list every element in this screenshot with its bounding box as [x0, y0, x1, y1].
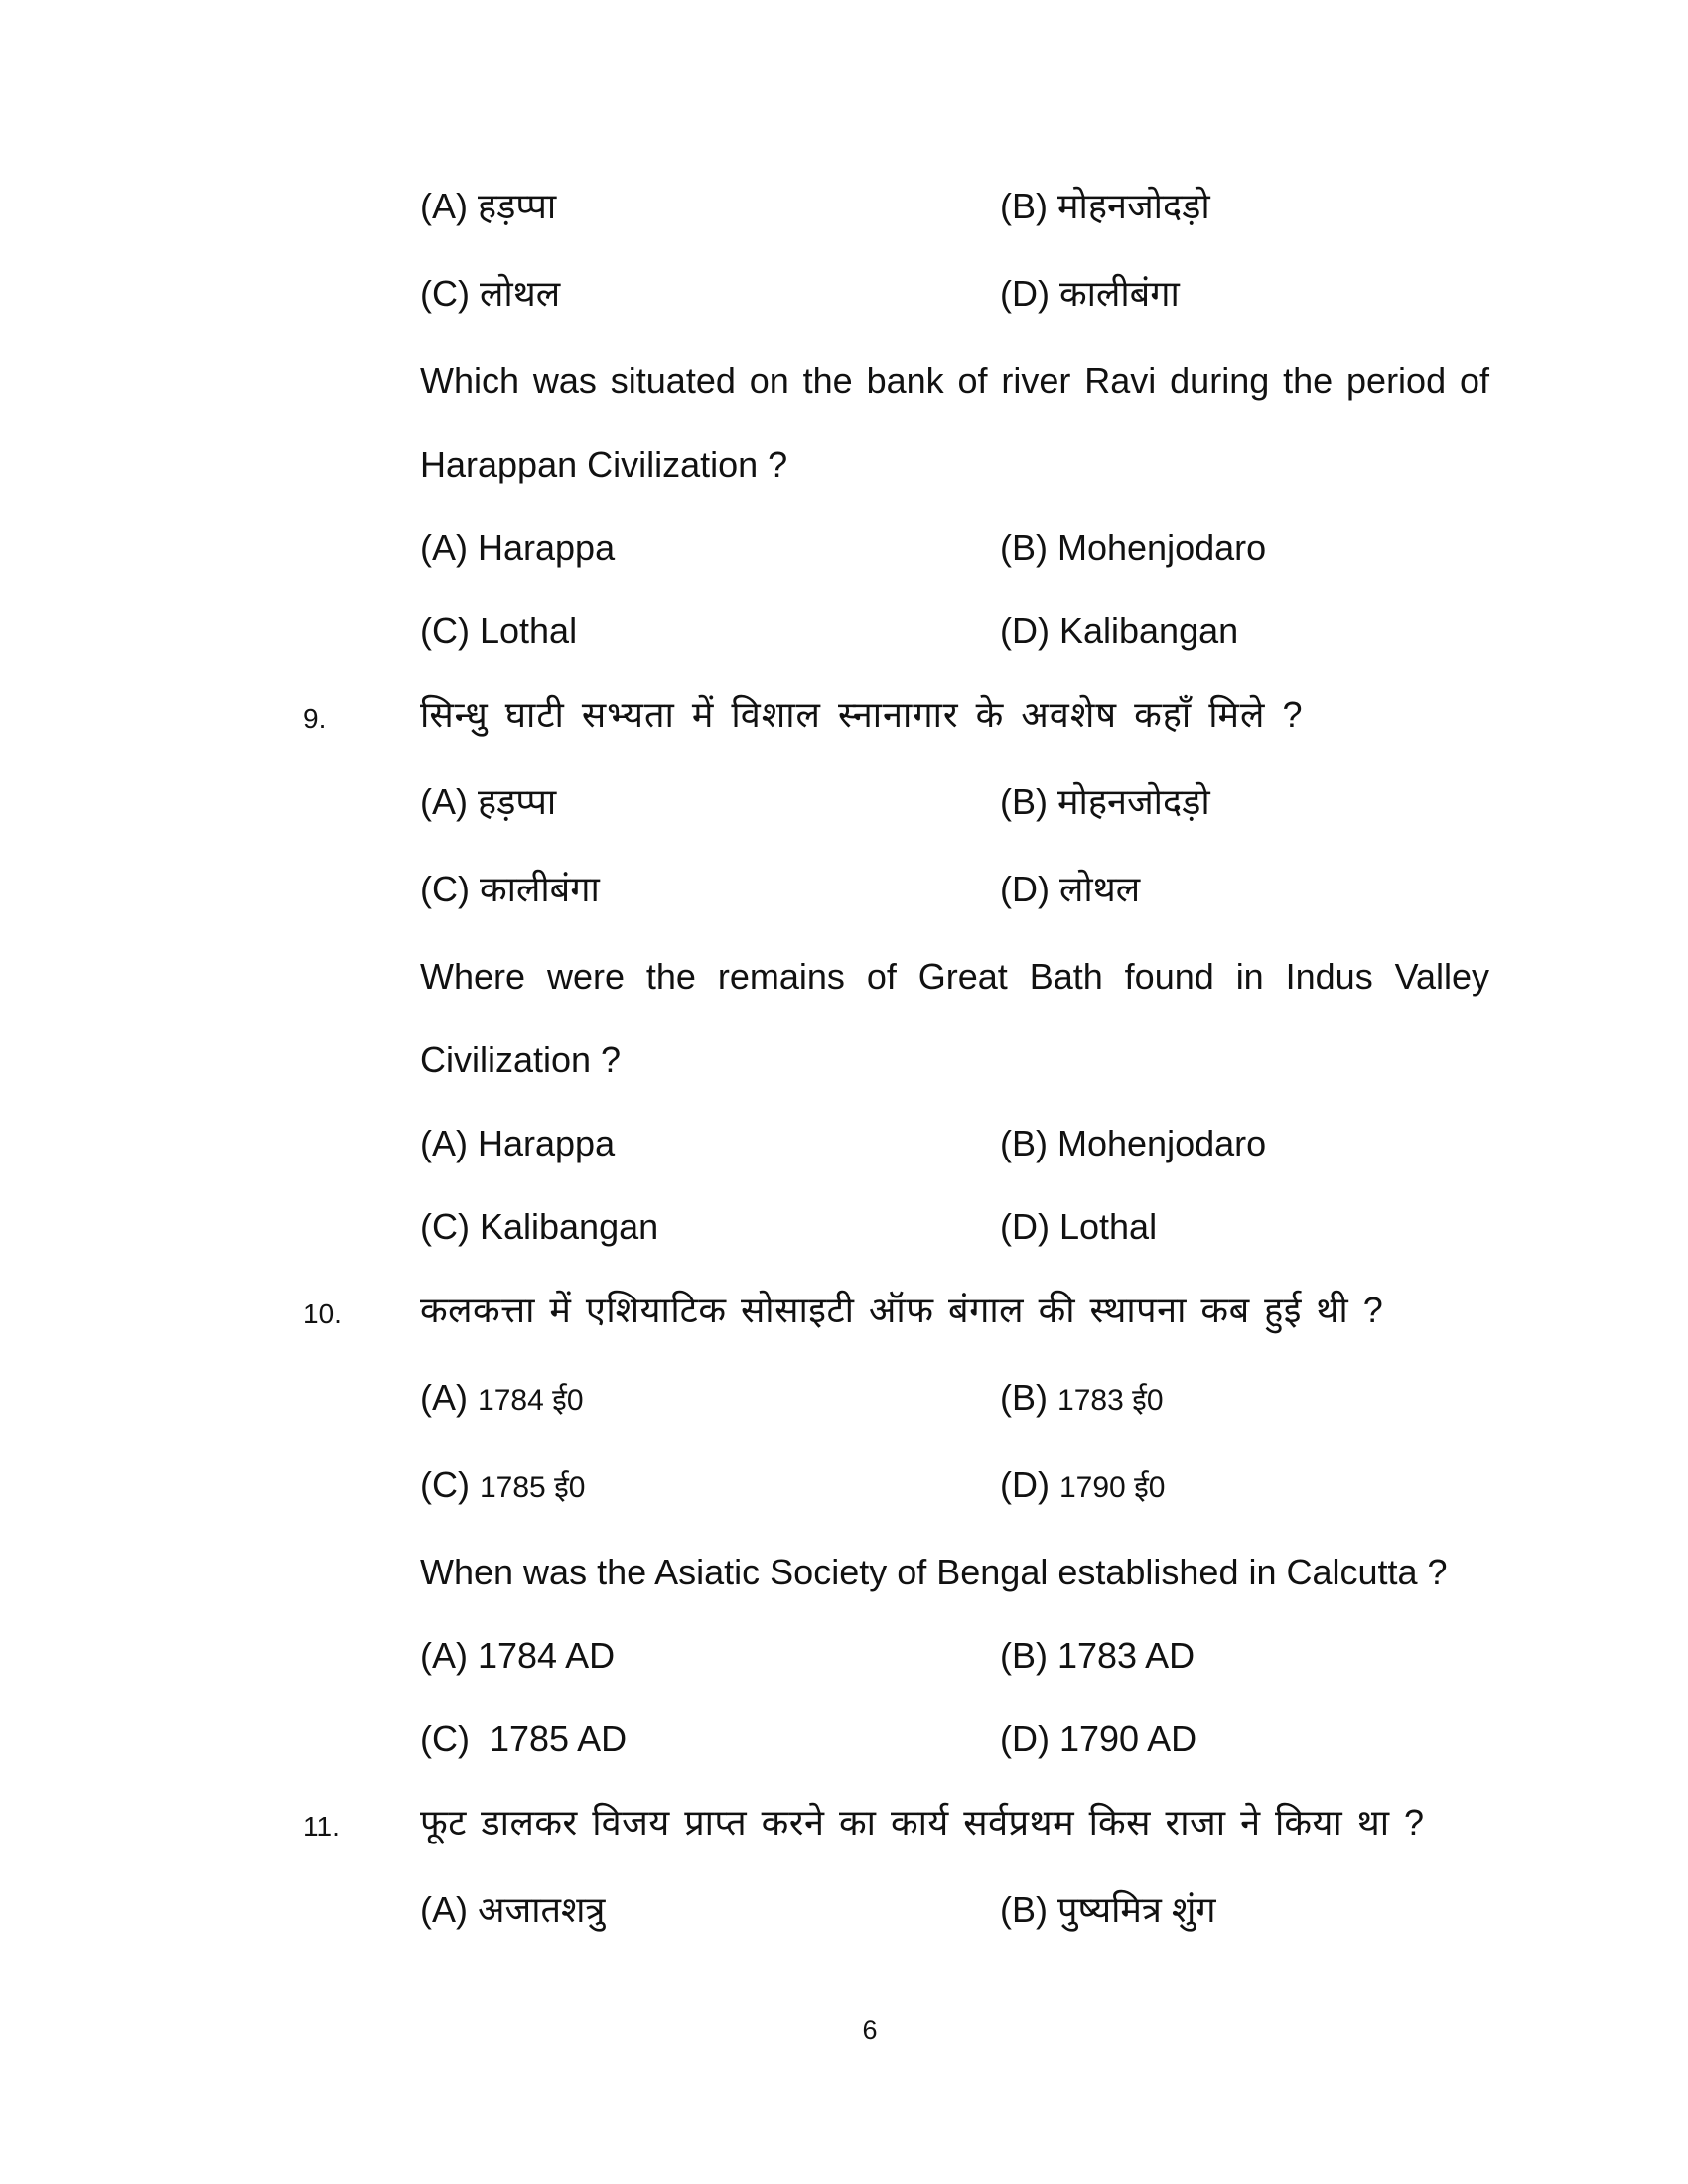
q10-english-option-a: (A) 1784 AD: [420, 1635, 616, 1676]
q8-english-option-c: (C) Lothal: [420, 611, 578, 651]
q10-hindi-option-d-label: (D): [1000, 1464, 1050, 1505]
q9-number: 9.: [303, 703, 327, 734]
q10-hindi-question: कलकत्ता में एशियाटिक सोसाइटी ऑफ बंगाल की स्थापना कब हुई थी ?: [420, 1290, 1384, 1330]
q8-english-option-a: (A) Harappa: [420, 527, 616, 568]
q10-hindi-option-b: [1000, 1376, 1164, 1423]
q10-english-option-d: (D) 1790 AD: [1000, 1718, 1197, 1759]
q8-english-question-line2: Harappan Civilization ?: [420, 444, 788, 484]
q11-hindi-question: फूट डालकर विजय प्राप्त करने का कार्य सर्वप्रथम किस राजा ने किया था ?: [420, 1802, 1425, 1843]
q10-hindi-option-d: [1000, 1463, 1166, 1510]
q10-hindi-option-b-value: 1783 ई0: [1057, 1384, 1164, 1417]
q11-number: 11.: [303, 1811, 340, 1842]
q10-english-option-b: (B) 1783 AD: [1000, 1635, 1196, 1676]
q9-hindi-option-c: (C) कालीबंगा: [420, 869, 600, 909]
q10-english-question: When was the Asiatic Society of Bengal established in Calcutta ?: [420, 1552, 1448, 1592]
q8-hindi-option-a: (A) हड़प्पा: [420, 186, 557, 226]
q9-hindi-option-d: (D) लोथल: [1000, 869, 1141, 909]
q10-hindi-option-a-value: 1784 ई0: [478, 1384, 584, 1417]
q10-hindi-option-c-label: (C): [420, 1464, 470, 1505]
q9-english-option-d: (D) Lothal: [1000, 1206, 1158, 1247]
q8-english-option-d: (D) Kalibangan: [1000, 611, 1239, 651]
q10-hindi-option-a-label: (A): [420, 1377, 468, 1418]
q10-hindi-option-a: [420, 1376, 584, 1423]
q8-hindi-option-c: (C) लोथल: [420, 273, 561, 314]
q8-hindi-option-d: (D) कालीबंगा: [1000, 273, 1180, 314]
q9-english-option-c: (C) Kalibangan: [420, 1206, 659, 1247]
q8-english-option-b: (B) Mohenjodaro: [1000, 527, 1267, 568]
q8-english-question-line1: Which was situated on the bank of river Ravi during the period of: [420, 360, 1489, 401]
q10-hindi-option-b-label: (B): [1000, 1377, 1048, 1418]
q10-hindi-option-c-value: 1785 ई0: [480, 1471, 586, 1504]
q9-hindi-option-a: (A) हड़प्पा: [420, 781, 557, 822]
page-number: 6: [862, 2015, 878, 2045]
q9-english-question-line2: Civilization ?: [420, 1039, 622, 1080]
q8-hindi-option-b: (B) मोहनजोदड़ो: [1000, 186, 1210, 226]
q11-hindi-option-b: (B) पुष्यमित्र शुंग: [1000, 1889, 1216, 1930]
q10-number: 10.: [303, 1298, 342, 1329]
q9-hindi-option-b: (B) मोहनजोदड़ो: [1000, 781, 1210, 822]
q10-english-option-c: (C) 1785 AD: [420, 1718, 628, 1759]
q11-hindi-option-a: (A) अजातशत्रु: [420, 1889, 606, 1930]
q9-hindi-question: सिन्धु घाटी सभ्यता में विशाल स्नानागार के अवशेष कहाँ मिले ?: [420, 694, 1304, 735]
q10-hindi-option-d-value: 1790 ई0: [1059, 1471, 1166, 1504]
q9-english-option-a: (A) Harappa: [420, 1123, 616, 1163]
q10-hindi-option-c: [420, 1463, 586, 1510]
q9-english-question-line1: Where were the remains of Great Bath found in Indus Valley: [420, 956, 1489, 997]
q9-english-option-b: (B) Mohenjodaro: [1000, 1123, 1267, 1163]
